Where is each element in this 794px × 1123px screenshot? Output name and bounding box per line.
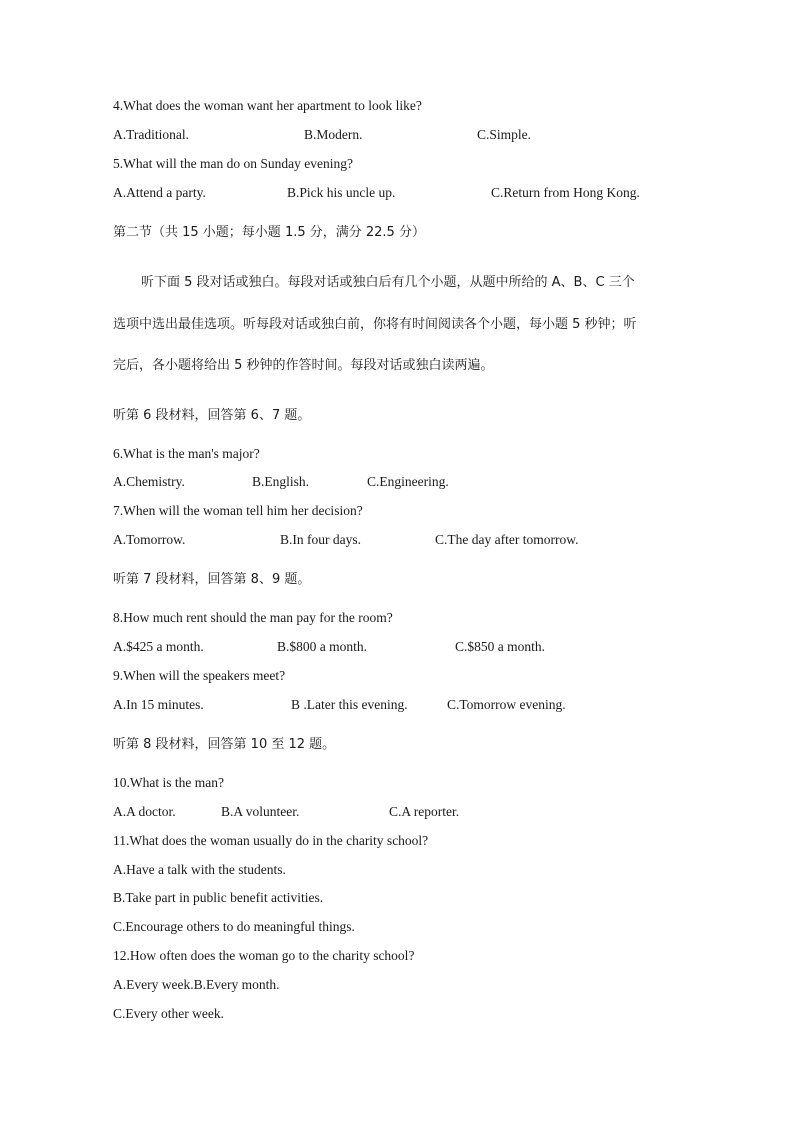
question-9: 9.When will the speakers meet? [113, 668, 286, 683]
question-4: 4.What does the woman want her apartment to look like? [113, 98, 422, 113]
q8-option-c: C.$850 a month. [455, 639, 545, 654]
q11-option-b: B.Take part in public benefit activities. [113, 890, 324, 905]
question-11: 11.What does the woman usually do in the charity school? [113, 833, 429, 848]
q9-option-a: A.In 15 minutes. [113, 697, 204, 712]
q10-option-c: C.A reporter. [389, 804, 460, 819]
q7-option-c: C.The day after tomorrow. [435, 532, 579, 547]
question-10: 10.What is the man? [113, 775, 224, 790]
q12-option-c: C.Every other week. [113, 1006, 224, 1021]
q6-option-a: A.Chemistry. [113, 474, 185, 489]
q4-option-c: C.Simple. [477, 127, 532, 142]
material-6-heading: 听第 6 段材料，回答第 6、7 题。 [113, 408, 311, 423]
question-7: 7.When will the woman tell him her decision? [113, 503, 363, 518]
q10-option-b: B.A volunteer. [221, 804, 300, 819]
q9-option-b: B .Later this evening. [291, 697, 408, 712]
q8-option-a: A.$425 a month. [113, 639, 204, 654]
q12-options-ab: A.Every week.B.Every month. [113, 977, 280, 992]
q4-option-a: A.Traditional. [113, 127, 190, 142]
q4-option-b: B.Modern. [304, 127, 363, 142]
q10-option-a: A.A doctor. [113, 804, 176, 819]
q6-option-c: C.Engineering. [367, 474, 449, 489]
q6-option-b: B.English. [252, 474, 310, 489]
material-8-heading: 听第 8 段材料，回答第 10 至 12 题。 [113, 737, 336, 752]
q7-option-b: B.In four days. [280, 532, 361, 547]
question-5: 5.What will the man do on Sunday evening? [113, 156, 353, 171]
q8-option-b: B.$800 a month. [277, 639, 367, 654]
q7-option-a: A.Tomorrow. [113, 532, 186, 547]
question-6: 6.What is the man's major? [113, 446, 260, 461]
instructions-line-1: 听下面 5 段对话或独白。每段对话或独白后有几个小题，从题中所给的 A、B、C 三个 [141, 275, 635, 290]
instructions-line-2: 选项中选出最佳选项。听每段对话或独白前，你将有时间阅读各个小题，每小题 5 秒钟；听 [113, 317, 637, 332]
section-2-heading: 第二节（共 15 小题；每小题 1.5 分，满分 22.5 分） [113, 225, 425, 240]
q9-option-c: C.Tomorrow evening. [447, 697, 566, 712]
material-7-heading: 听第 7 段材料，回答第 8、9 题。 [113, 572, 311, 587]
instructions-line-3: 完后，各小题将给出 5 秒钟的作答时间。每段对话或独白读两遍。 [113, 358, 494, 373]
question-8: 8.How much rent should the man pay for the room? [113, 610, 393, 625]
q5-option-a: A.Attend a party. [113, 185, 206, 200]
q11-option-c: C.Encourage others to do meaningful things. [113, 919, 355, 934]
question-12: 12.How often does the woman go to the charity school? [113, 948, 415, 963]
q5-option-b: B.Pick his uncle up. [287, 185, 396, 200]
q5-option-c: C.Return from Hong Kong. [491, 185, 640, 200]
q11-option-a: A.Have a talk with the students. [113, 862, 286, 877]
